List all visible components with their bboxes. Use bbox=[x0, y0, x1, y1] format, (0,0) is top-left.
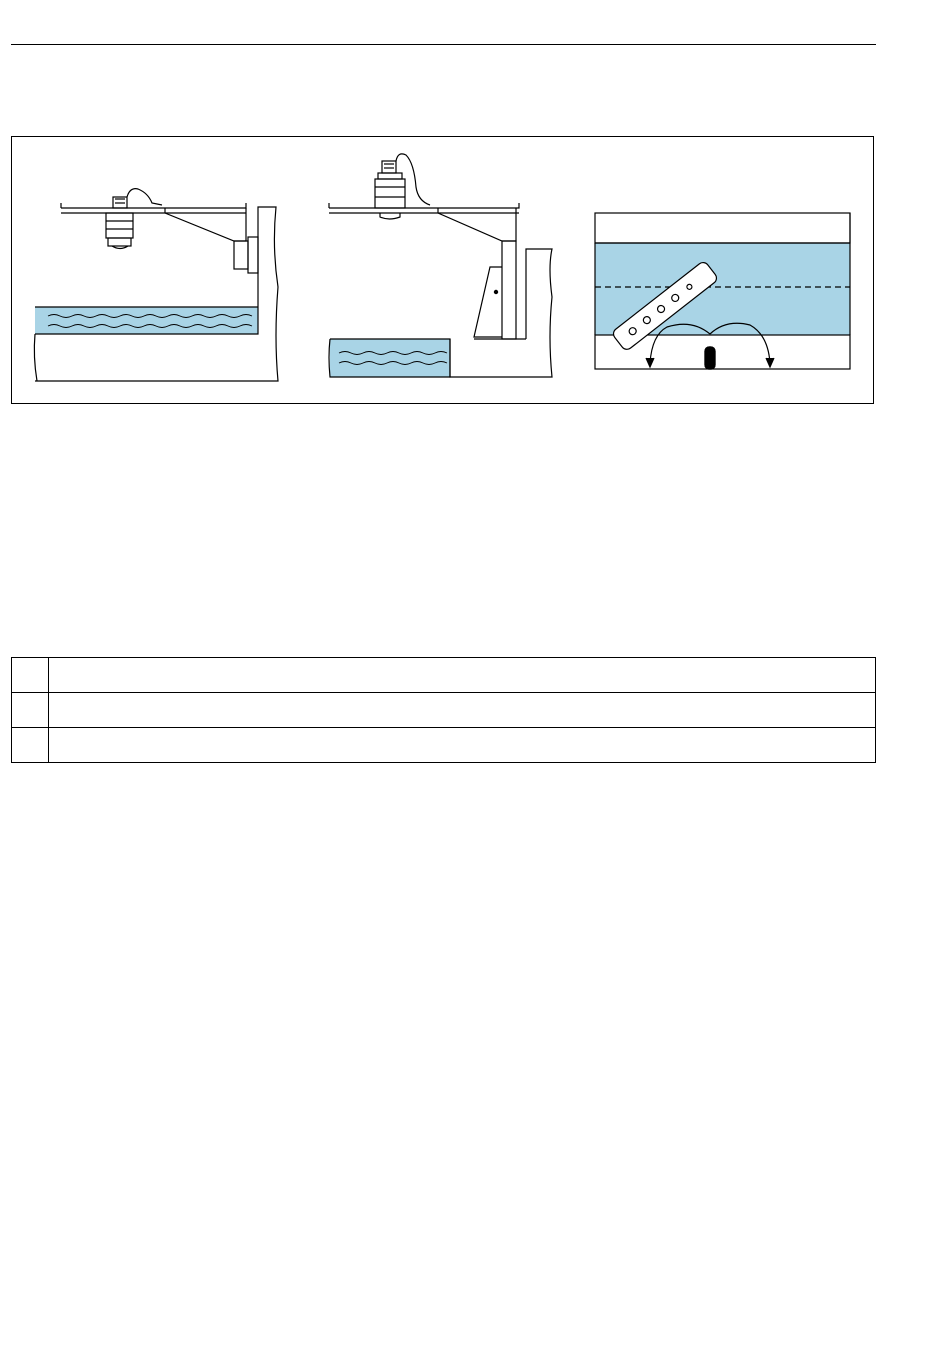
legend-row bbox=[12, 658, 876, 693]
installation-figure bbox=[11, 136, 874, 404]
header-rule bbox=[11, 44, 876, 45]
legend-number bbox=[12, 728, 49, 763]
water-surface bbox=[330, 339, 450, 377]
legend-table bbox=[11, 657, 876, 763]
legend-text bbox=[49, 693, 876, 728]
panel-pivot-top-view bbox=[595, 213, 850, 369]
legend-row bbox=[12, 693, 876, 728]
legend-text bbox=[49, 728, 876, 763]
legend-text bbox=[49, 658, 876, 693]
panel-stand bbox=[329, 154, 552, 377]
legend-row bbox=[12, 728, 876, 763]
legend-number bbox=[12, 693, 49, 728]
panel-wall-bracket bbox=[34, 189, 278, 381]
legend-number bbox=[12, 658, 49, 693]
water-surface bbox=[35, 307, 258, 334]
installation-drawing bbox=[12, 137, 875, 405]
